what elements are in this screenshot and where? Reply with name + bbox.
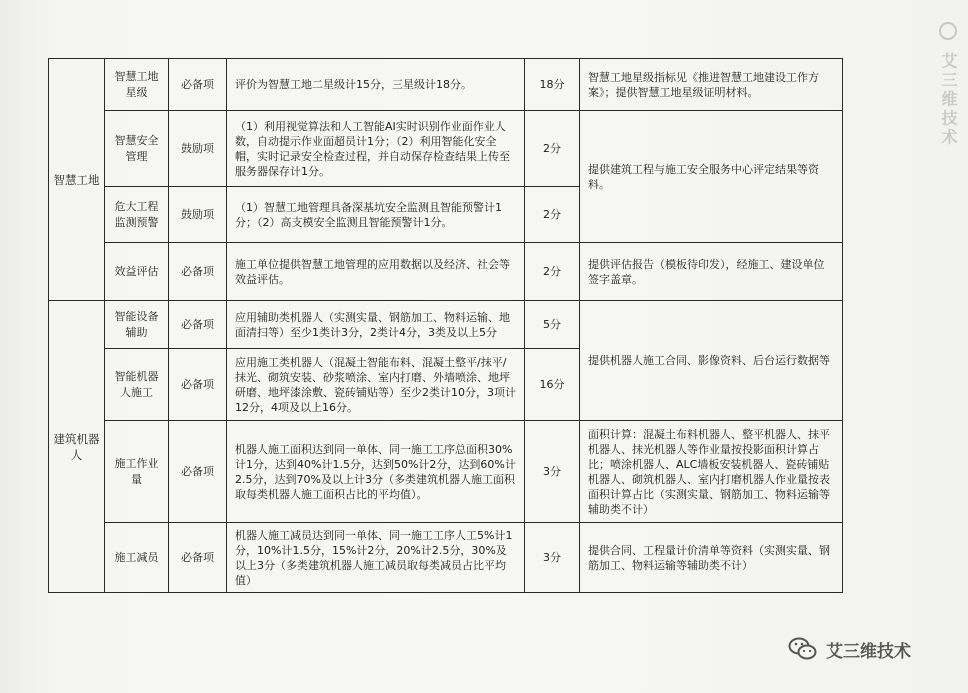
score-cell: 18分 [525,59,580,111]
type-cell: 必备项 [169,349,227,421]
table-row [49,243,843,301]
item-cell: 智能设备辅助 [105,301,169,349]
item-cell: 施工减员 [105,523,169,593]
type-cell: 必备项 [169,59,227,111]
description-cell: （1）利用视觉算法和人工智能AI实时识别作业面作业人数，自动提示作业面超员计1分；（2）利用智能化安全帽，实时记录安全检查过程，并自动保存检查结果上传至服务器保存计1分。 [227,111,525,187]
score-cell: 3分 [525,523,580,593]
table-row [49,59,843,111]
wechat-logo-icon [788,636,818,662]
category-cell: 建筑机器人 [49,301,105,593]
item-cell: 智慧安全管理 [105,111,169,187]
evaluation-table [48,58,843,593]
score-cell: 2分 [525,243,580,301]
description-cell: 施工单位提供智慧工地管理的应用数据以及经济、社会等效益评估。 [227,243,525,301]
type-cell: 必备项 [169,301,227,349]
score-cell: 2分 [525,111,580,187]
type-cell: 必备项 [169,243,227,301]
description-cell: 机器人施工减员达到同一单体、同一施工工序人工5%计1分，10%计1.5分，15%计2分，20%计2.5分，30%及以上3分（多类建筑机器人施工减员取每类减员占比平均值） [227,523,525,593]
score-cell: 16分 [525,349,580,421]
table-row [49,301,843,349]
description-cell: 机器人施工面积达到同一单体、同一施工工序总面积30%计1分，达到40%计1.5分，达到50%计2分，达到60%计2.5分，达到70%及以上计3分（多类建筑机器人施工面积取每类机器人施工面积占比的平均值）。 [227,421,525,523]
material-cell: 提供评估报告（模板待印发），经施工、建设单位签字盖章。 [580,243,843,301]
item-cell: 智能机器人施工 [105,349,169,421]
side-watermark-text: 艾三维技术 [939,52,958,148]
item-cell: 危大工程监测预警 [105,187,169,243]
material-cell: 提供合同、工程量计价清单等资料（实测实量、钢筋加工、物料运输等辅助类不计） [580,523,843,593]
wechat-icon [939,22,957,40]
score-cell: 3分 [525,421,580,523]
score-cell: 5分 [525,301,580,349]
score-cell: 2分 [525,187,580,243]
side-watermark [937,22,960,148]
type-cell: 必备项 [169,421,227,523]
table-row [49,523,843,593]
bottom-watermark-text: 艾三维技术 [826,641,911,662]
description-cell: 评价为智慧工地二星级计15分，三星级计18分。 [227,59,525,111]
description-cell: （1）智慧工地管理具备深基坑安全监测且智能预警计1分；（2）高支模安全监测且智能预警计1分。 [227,187,525,243]
category-cell: 智慧工地 [49,59,105,301]
item-cell: 智慧工地星级 [105,59,169,111]
material-cell: 面积计算：混凝土布料机器人、整平机器人、抹平机器人、抹光机器人等作业量按投影面积计算占比；喷涂机器人、ALC墙板安装机器人、瓷砖铺贴机器人、砌筑机器人、室内打磨机器人作业量按表面积计算占比（实测实量、钢筋加工、物料运输等辅助类不计） [580,421,843,523]
item-cell: 效益评估 [105,243,169,301]
type-cell: 鼓励项 [169,111,227,187]
description-cell: 应用施工类机器人（混凝土智能布料、混凝土整平/抹平/抹光、砌筑安装、砂浆喷涂、室内打磨、外墙喷涂、地坪研磨、地坪漆涂敷、瓷砖铺贴等）至少2类计10分，3项计12分，4项及以上16分。 [227,349,525,421]
type-cell: 鼓励项 [169,187,227,243]
item-cell: 施工作业量 [105,421,169,523]
description-cell: 应用辅助类机器人（实测实量、钢筋加工、物料运输、地面清扫等）至少1类计3分，2类计4分，3类及以上5分 [227,301,525,349]
material-cell: 提供机器人施工合同、影像资料、后台运行数据等 [580,301,843,421]
type-cell: 必备项 [169,523,227,593]
bottom-watermark [788,634,911,664]
table-row [49,111,843,187]
material-cell: 智慧工地星级指标见《推进智慧工地建设工作方案》；提供智慧工地星级证明材料。 [580,59,843,111]
material-cell: 提供建筑工程与施工安全服务中心评定结果等资料。 [580,111,843,243]
table-row [49,421,843,523]
